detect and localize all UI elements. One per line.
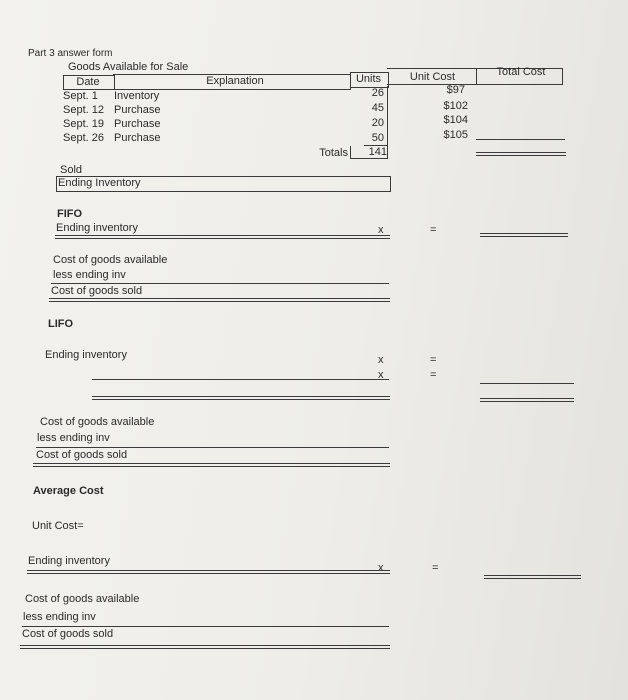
lifo-multiply-sign-2: x [378,369,384,381]
row-1-date: Sept. 1 [63,90,98,102]
fifo-heading: FIFO [57,208,83,220]
row-3-units: 20 [371,117,384,129]
average-cogs-sold-label: Cost of goods sold [22,628,114,640]
row-2-date: Sept. 12 [63,104,104,116]
fifo-less-ending-label: less ending inv [53,269,126,281]
row-3-unit-cost: $104 [443,114,468,126]
row-4-unit-cost: $105 [443,129,468,141]
row-4-date: Sept. 26 [63,132,104,144]
goods-available-heading: Goods Available for Sale [68,61,189,73]
row-1-explanation: Inventory [114,90,160,102]
lifo-less-ending-label: less ending inv [37,432,110,444]
fifo-ending-inventory-label: Ending inventory [56,222,138,234]
average-less-ending-label: less ending inv [23,611,96,623]
lifo-heading: LIFO [48,318,74,330]
fifo-multiply-sign: x [378,224,384,236]
lifo-equals-sign-2: = [430,369,437,381]
row-2-unit-cost: $102 [443,100,468,112]
row-2-explanation: Purchase [114,104,161,116]
units-header: Units [355,73,382,85]
row-3-date: Sept. 19 [63,118,104,130]
lifo-cogs-sold-label: Cost of goods sold [36,449,128,461]
row-4-units: 50 [371,132,384,144]
date-header: Date [76,76,100,88]
row-1-units: 26 [371,87,384,99]
row-2-units: 45 [371,102,384,114]
average-cogs-available-label: Cost of goods available [25,593,140,605]
lifo-multiply-sign-1: x [378,354,384,366]
average-cost-heading: Average Cost [33,485,104,497]
explanation-header: Explanation [206,75,264,87]
sold-label: Sold [60,164,83,176]
row-4-explanation: Purchase [114,132,161,144]
row-1-unit-cost: $97 [446,84,465,96]
fifo-equals-sign: = [430,224,437,236]
totals-label: Totals [319,147,348,159]
lifo-ending-inventory-label: Ending inventory [45,349,127,361]
fifo-cogs-sold-label: Cost of goods sold [51,285,143,297]
total-cost-header: Total Cost [496,66,546,78]
lifo-cogs-available-label: Cost of goods available [40,416,155,428]
fifo-cogs-available-label: Cost of goods available [53,254,168,266]
lifo-equals-sign-1: = [430,354,437,366]
unit-cost-header: Unit Cost [409,71,456,83]
unit-cost-label: Unit Cost= [32,520,84,532]
average-multiply-sign: x [378,562,384,574]
average-ending-inventory-label: Ending inventory [28,555,110,567]
ending-inventory-row-label: Ending Inventory [58,177,141,189]
row-3-explanation: Purchase [114,118,161,130]
total-units: 141 [368,146,387,158]
form-title: Part 3 answer form [28,48,113,59]
average-equals-sign: = [432,562,439,574]
